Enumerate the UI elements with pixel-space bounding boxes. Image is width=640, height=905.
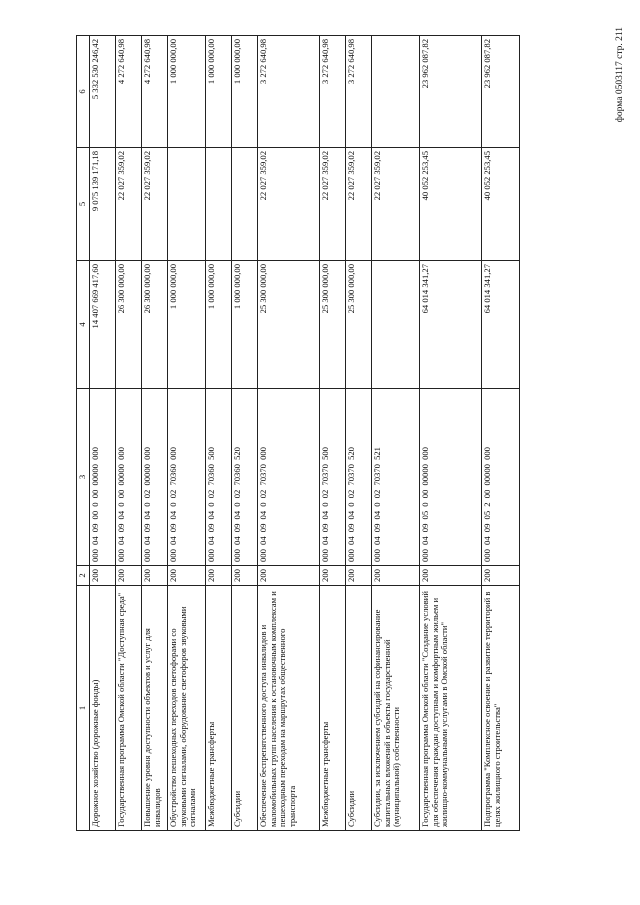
row-line-code: 200 xyxy=(232,566,258,586)
report-table xyxy=(76,35,520,831)
row-name: Субсидии, за исключением субсидий на софинансирование капитальных вложений в объекты государственной (муниципальной) собственности xyxy=(372,586,420,831)
row-executed-amount xyxy=(232,148,258,261)
row-unexecuted-amount: 5 332 530 246,42 xyxy=(90,36,116,148)
row-unexecuted-amount xyxy=(372,36,420,148)
row-approved-amount: 14 407 669 417,60 xyxy=(90,261,116,389)
row-line-code: 200 xyxy=(346,566,372,586)
row-line-code: 200 xyxy=(482,566,520,586)
row-unexecuted-amount: 3 272 640,98 xyxy=(258,36,320,148)
table-row xyxy=(90,36,116,831)
table-row xyxy=(258,36,320,831)
row-name: Дорожное хозяйство (дорожные фонды) xyxy=(90,586,116,831)
row-approved-amount xyxy=(372,261,420,389)
table-row xyxy=(142,36,168,831)
row-executed-amount: 40 052 253,45 xyxy=(482,148,520,261)
row-unexecuted-amount: 1 000 000,00 xyxy=(206,36,232,148)
row-line-code: 200 xyxy=(372,566,420,586)
row-executed-amount: 22 027 359,02 xyxy=(258,148,320,261)
row-budget-code: 000 04 09 04 0 00 00000 000 xyxy=(116,389,142,566)
row-budget-code: 000 04 09 05 0 00 00000 000 xyxy=(420,389,482,566)
row-executed-amount xyxy=(206,148,232,261)
column-header: 5 xyxy=(77,148,90,261)
row-line-code: 200 xyxy=(320,566,346,586)
row-executed-amount: 40 052 253,45 xyxy=(420,148,482,261)
row-line-code: 200 xyxy=(168,566,206,586)
row-unexecuted-amount: 23 962 087,82 xyxy=(420,36,482,148)
column-number-row xyxy=(77,36,90,831)
column-header: 4 xyxy=(77,261,90,389)
row-budget-code: 000 04 09 04 0 02 70360 000 xyxy=(168,389,206,566)
row-name: Обеспечение беспрепятственного доступа инвалидов и маломобильных групп населения к остановочным комплексам и пешеходным переходам на маршрутах общественного транспорта xyxy=(258,586,320,831)
column-header: 6 xyxy=(77,36,90,148)
row-unexecuted-amount: 4 272 640,98 xyxy=(116,36,142,148)
row-unexecuted-amount: 1 000 000,00 xyxy=(232,36,258,148)
row-name: Государственная программа Омской области "Создание условий для обеспечения граждан доступным и комфортным жильем и жилищно-коммунальными услугами в Омской области" xyxy=(420,586,482,831)
row-approved-amount: 26 300 000,00 xyxy=(142,261,168,389)
row-name: Субсидии xyxy=(232,586,258,831)
row-unexecuted-amount: 1 000 000,00 xyxy=(168,36,206,148)
row-budget-code: 000 04 09 04 0 02 70370 521 xyxy=(372,389,420,566)
row-executed-amount: 22 027 359,02 xyxy=(320,148,346,261)
row-approved-amount: 25 300 000,00 xyxy=(346,261,372,389)
row-budget-code: 000 04 09 04 0 02 70370 500 xyxy=(320,389,346,566)
table-row xyxy=(346,36,372,831)
row-line-code: 200 xyxy=(206,566,232,586)
row-name: Межбюджетные трансферты xyxy=(206,586,232,831)
row-unexecuted-amount: 3 272 640,98 xyxy=(346,36,372,148)
row-budget-code: 000 04 09 00 0 00 00000 000 xyxy=(90,389,116,566)
column-header: 1 xyxy=(77,586,90,831)
row-executed-amount: 22 027 359,02 xyxy=(116,148,142,261)
row-approved-amount: 64 014 341,27 xyxy=(482,261,520,389)
row-approved-amount: 25 300 000,00 xyxy=(258,261,320,389)
row-executed-amount: 22 027 359,02 xyxy=(142,148,168,261)
row-budget-code: 000 04 09 04 0 02 70370 000 xyxy=(258,389,320,566)
row-line-code: 200 xyxy=(142,566,168,586)
report-body xyxy=(90,36,520,831)
row-name: Субсидии xyxy=(346,586,372,831)
row-budget-code: 000 04 09 04 0 02 70370 520 xyxy=(346,389,372,566)
table-row xyxy=(482,36,520,831)
row-approved-amount: 1 000 000,00 xyxy=(206,261,232,389)
row-executed-amount: 22 027 359,02 xyxy=(346,148,372,261)
row-line-code: 200 xyxy=(258,566,320,586)
row-executed-amount: 9 075 139 171,18 xyxy=(90,148,116,261)
row-unexecuted-amount: 4 272 640,98 xyxy=(142,36,168,148)
table-row xyxy=(116,36,142,831)
row-budget-code: 000 04 09 04 0 02 70360 500 xyxy=(206,389,232,566)
row-budget-code: 000 04 09 04 0 02 70360 520 xyxy=(232,389,258,566)
row-name: Обустройство пешеходных переходов светофорами со звуковыми сигналами, оборудование светофоров звуковыми сигналами xyxy=(168,586,206,831)
column-header: 2 xyxy=(77,566,90,586)
table-row xyxy=(168,36,206,831)
row-unexecuted-amount: 3 272 640,98 xyxy=(320,36,346,148)
row-approved-amount: 1 000 000,00 xyxy=(232,261,258,389)
row-line-code: 200 xyxy=(90,566,116,586)
row-name: Подпрограмма "Комплексное освоение и развитие территорий в целях жилищного строительства" xyxy=(482,586,520,831)
row-budget-code: 000 04 09 05 2 00 00000 000 xyxy=(482,389,520,566)
row-budget-code: 000 04 09 04 0 02 00000 000 xyxy=(142,389,168,566)
row-name: Повышение уровня доступности объектов и услуг для инвалидов xyxy=(142,586,168,831)
row-name: Межбюджетные трансферты xyxy=(320,586,346,831)
row-approved-amount: 64 014 341,27 xyxy=(420,261,482,389)
table-row xyxy=(372,36,420,831)
table-row xyxy=(206,36,232,831)
form-label: форма 0503117 стр. 211 xyxy=(615,27,625,123)
row-line-code: 200 xyxy=(420,566,482,586)
column-header: 3 xyxy=(77,389,90,566)
row-executed-amount xyxy=(168,148,206,261)
row-executed-amount: 22 027 359,02 xyxy=(372,148,420,261)
row-approved-amount: 26 300 000,00 xyxy=(116,261,142,389)
row-name: Государственная программа Омской области "Доступная среда" xyxy=(116,586,142,831)
row-approved-amount: 1 000 000,00 xyxy=(168,261,206,389)
table-row xyxy=(232,36,258,831)
row-unexecuted-amount: 23 962 087,82 xyxy=(482,36,520,148)
table-row xyxy=(320,36,346,831)
row-line-code: 200 xyxy=(116,566,142,586)
row-approved-amount: 25 300 000,00 xyxy=(320,261,346,389)
table-row xyxy=(420,36,482,831)
